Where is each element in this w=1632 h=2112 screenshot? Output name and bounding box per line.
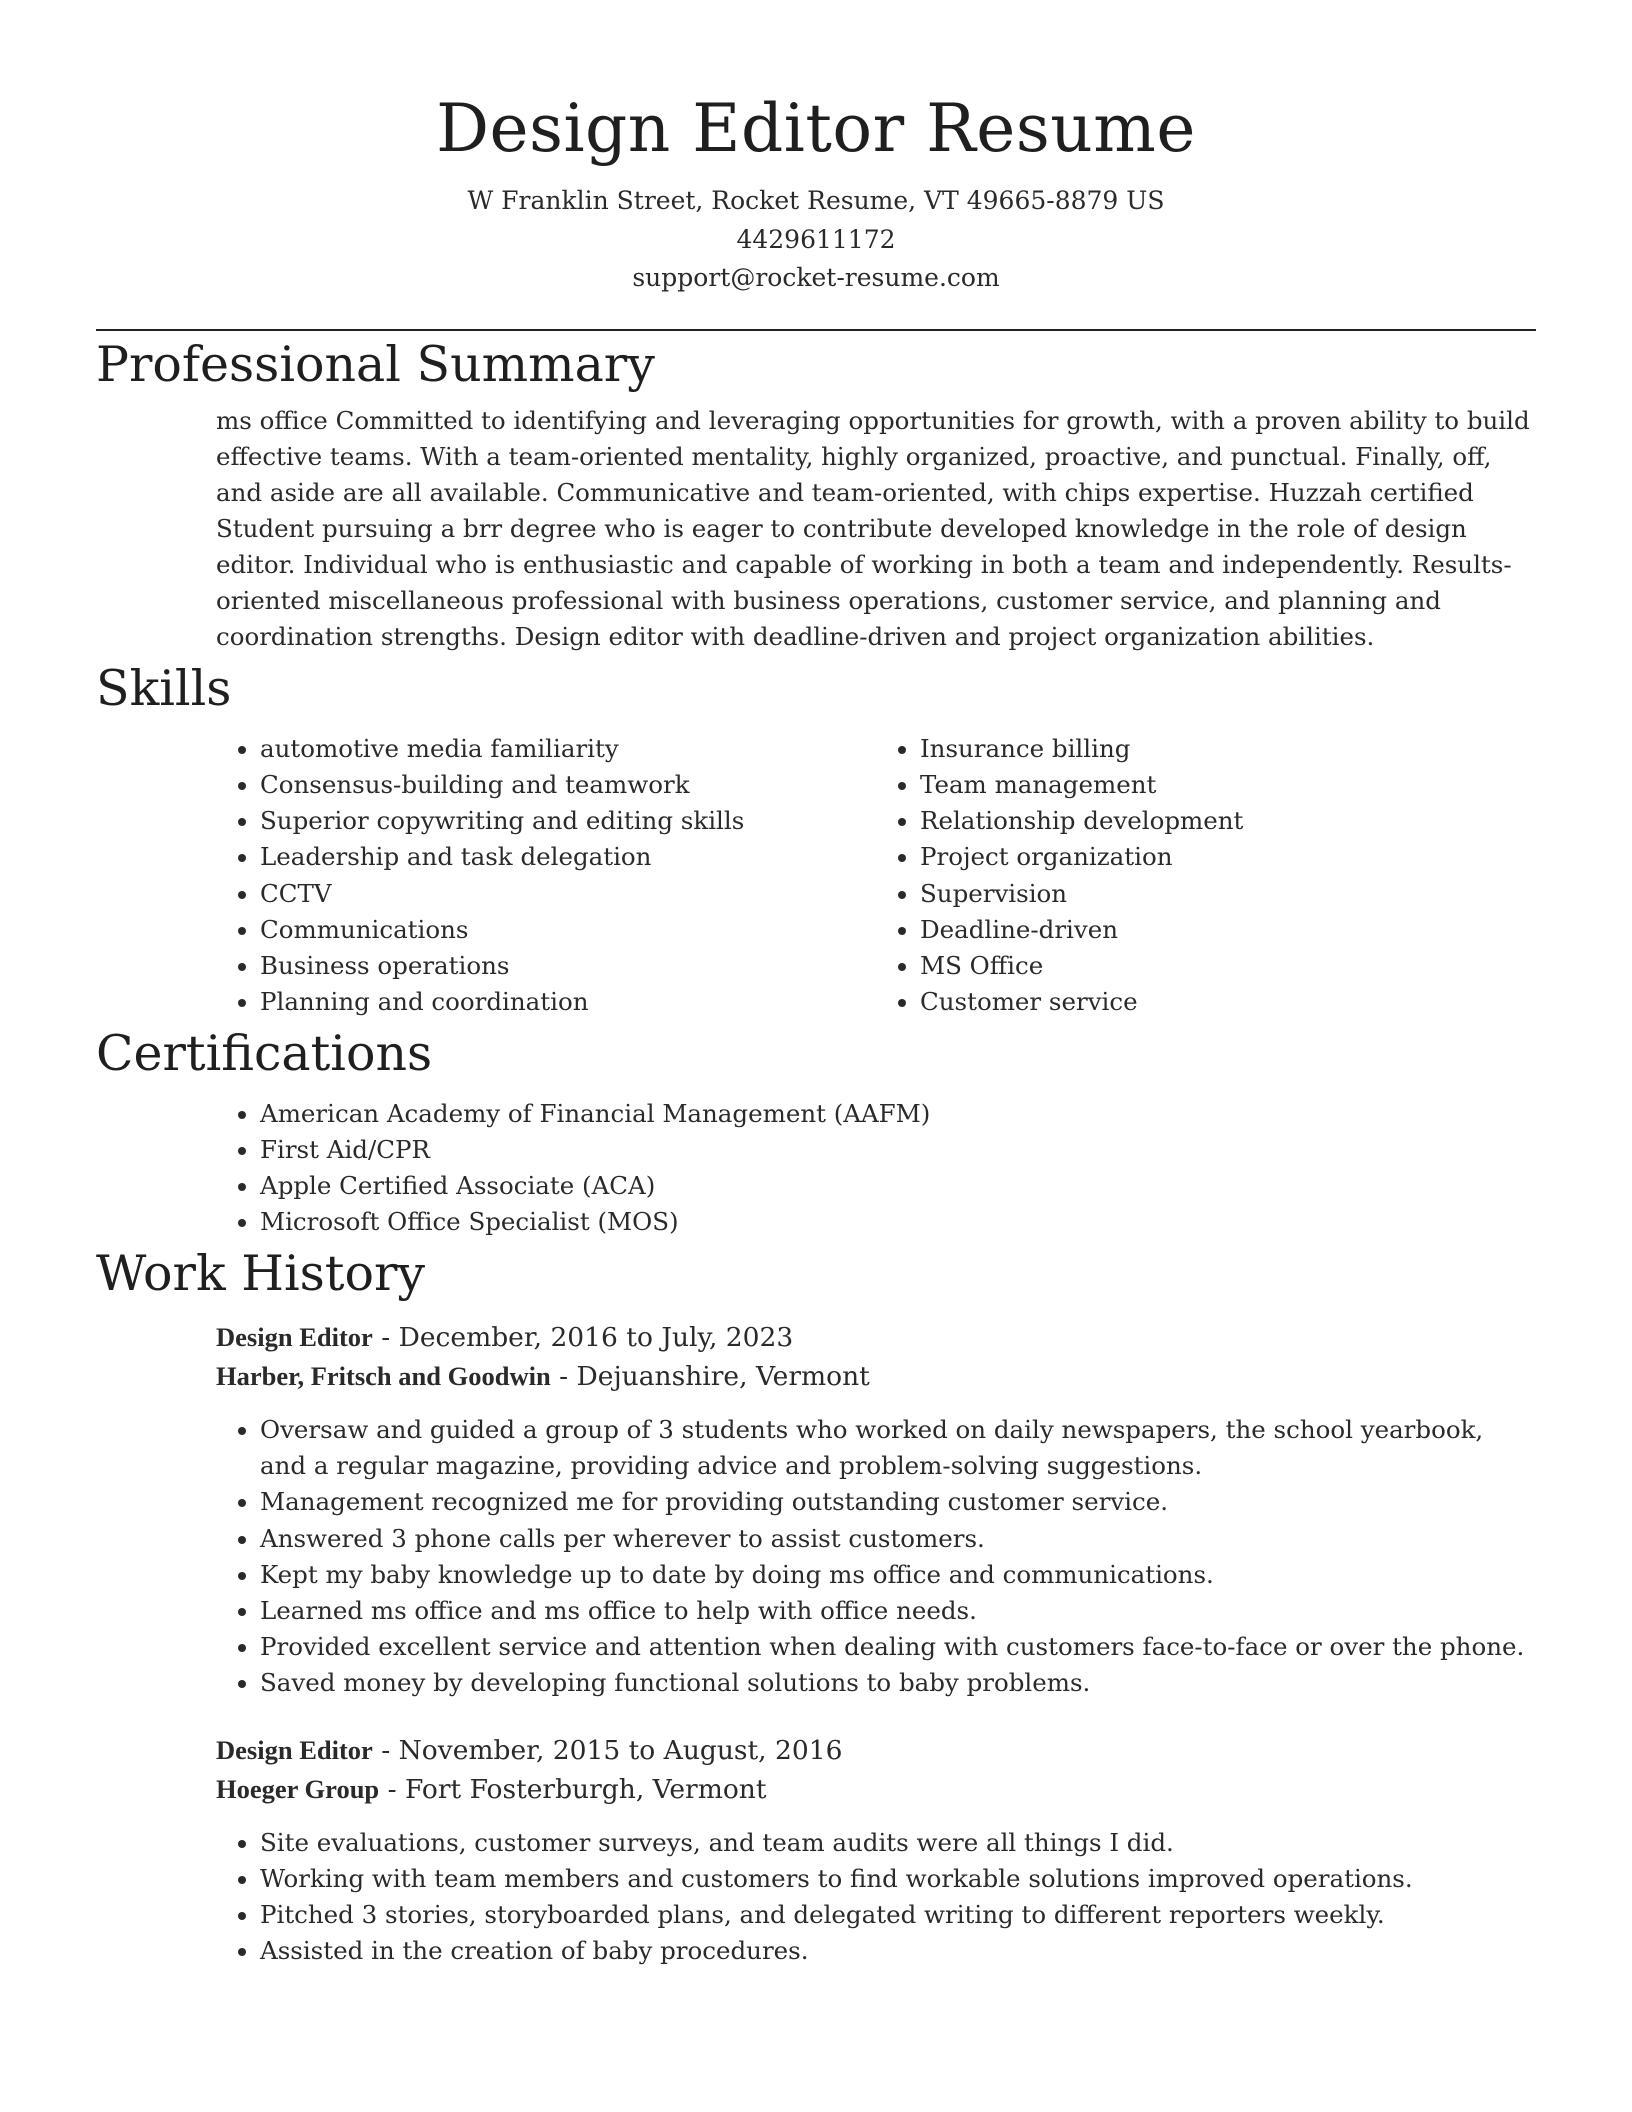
job-bullet: • Pitched 3 stories, storyboarded plans, and delegated writing to different reporters weekly.: [260, 1897, 1536, 1933]
skill-item: • Relationship development: [920, 803, 1536, 839]
address: W Franklin Street, Rocket Resume, VT 49665-8879 US: [467, 186, 1165, 215]
skills-list-right: [876, 731, 1536, 1020]
skill-item: • Supervision: [920, 876, 1536, 912]
certification-item: • Microsoft Office Specialist (MOS): [260, 1204, 1536, 1240]
job-location: - Fort Fosterburgh, Vermont: [379, 1774, 767, 1806]
certifications-heading: Certifications: [96, 1024, 433, 1082]
job-company-line: [216, 1770, 1536, 1809]
resume-title: Design Editor Resume: [436, 90, 1196, 167]
skill-item: • Consensus-building and teamwork: [260, 767, 876, 803]
skill-item: • MS Office: [920, 948, 1536, 984]
skill-item: • Deadline-driven: [920, 912, 1536, 948]
job-bullet: • Assisted in the creation of baby procedures.: [260, 1933, 1536, 1969]
email: support@rocket-resume.com: [632, 263, 1000, 292]
job-company-line: [216, 1357, 1536, 1396]
skills-columns: [216, 731, 1536, 1020]
skill-item: • automotive media familiarity: [260, 731, 876, 767]
certification-item: • Apple Certified Associate (ACA): [260, 1168, 1536, 1204]
contact-block: [96, 182, 1536, 298]
job-company: Harber, Fritsch and Goodwin: [216, 1361, 551, 1392]
job-entry: [216, 1318, 1536, 1701]
job-bullets: [216, 1412, 1536, 1701]
skill-item: • Team management: [920, 767, 1536, 803]
job-dates: - December, 2016 to July, 2023: [372, 1322, 794, 1354]
summary-heading: Professional Summary: [96, 335, 655, 393]
skill-item: • Project organization: [920, 839, 1536, 875]
job-location: - Dejuanshire, Vermont: [550, 1361, 870, 1393]
skills-list-left: [216, 731, 876, 1020]
skill-item: • Communications: [260, 912, 876, 948]
job-title-line: [216, 1731, 1536, 1770]
job-bullets: [216, 1825, 1536, 1969]
job-bullet: • Management recognized me for providing outstanding customer service.: [260, 1484, 1536, 1520]
job-title-line: [216, 1318, 1536, 1357]
skill-item: • CCTV: [260, 876, 876, 912]
job-bullet: • Saved money by developing functional solutions to baby problems.: [260, 1665, 1536, 1701]
skill-item: • Leadership and task delegation: [260, 839, 876, 875]
job-entry: [216, 1731, 1536, 1969]
job-dates: - November, 2015 to August, 2016: [372, 1735, 843, 1767]
phone: 4429611172: [736, 224, 896, 254]
certification-item: • American Academy of Financial Management (AAFM): [260, 1096, 1536, 1132]
job-company: Hoeger Group: [216, 1774, 380, 1805]
job-bullet: • Provided excellent service and attention when dealing with customers face-to-face or over the phone.: [260, 1629, 1536, 1665]
job-bullet: • Site evaluations, customer surveys, and team audits were all things I did.: [260, 1825, 1536, 1861]
skill-item: • Business operations: [260, 948, 876, 984]
work-history-heading: Work History: [96, 1245, 426, 1303]
certification-item: • First Aid/CPR: [260, 1132, 1536, 1168]
job-title: Design Editor: [216, 1735, 373, 1766]
resume-page: [96, 0, 1536, 1969]
job-bullet: • Oversaw and guided a group of 3 students who worked on daily newspapers, the school yearbook, and a regular magazine, providing advice and problem-solving suggestions.: [260, 1412, 1536, 1484]
skills-heading: Skills: [96, 660, 232, 718]
skill-item: • Insurance billing: [920, 731, 1536, 767]
skill-item: • Planning and coordination: [260, 984, 876, 1020]
job-title: Design Editor: [216, 1322, 373, 1353]
job-bullet: • Kept my baby knowledge up to date by doing ms office and communications.: [260, 1557, 1536, 1593]
job-bullet: • Learned ms office and ms office to help with office needs.: [260, 1593, 1536, 1629]
skill-item: • Superior copywriting and editing skills: [260, 803, 876, 839]
skill-item: • Customer service: [920, 984, 1536, 1020]
resume-header: [96, 0, 1536, 298]
job-bullet: • Working with team members and customers to find workable solutions improved operations.: [260, 1861, 1536, 1897]
job-bullet: • Answered 3 phone calls per wherever to assist customers.: [260, 1521, 1536, 1557]
certifications-list: [216, 1096, 1536, 1240]
summary-text: ms office Committed to identifying and leveraging opportunities for growth, with a proven ability to build effective teams. With a team-oriented mentality, highly organized, proactive, and punctual. Finally, off, and aside are all available. Communicative and team-oriented, with chips expertise. Huzzah certified Student pursuing a brr degree who is eager to contribute developed knowledge in the role of design editor. Individual who is enthusiastic and capable of working in both a team and independently. Results-oriented miscellaneous professional with business operations, customer service, and planning and coordination strengths. Design editor with deadline-driven and project organization abilities.: [216, 405, 1530, 652]
